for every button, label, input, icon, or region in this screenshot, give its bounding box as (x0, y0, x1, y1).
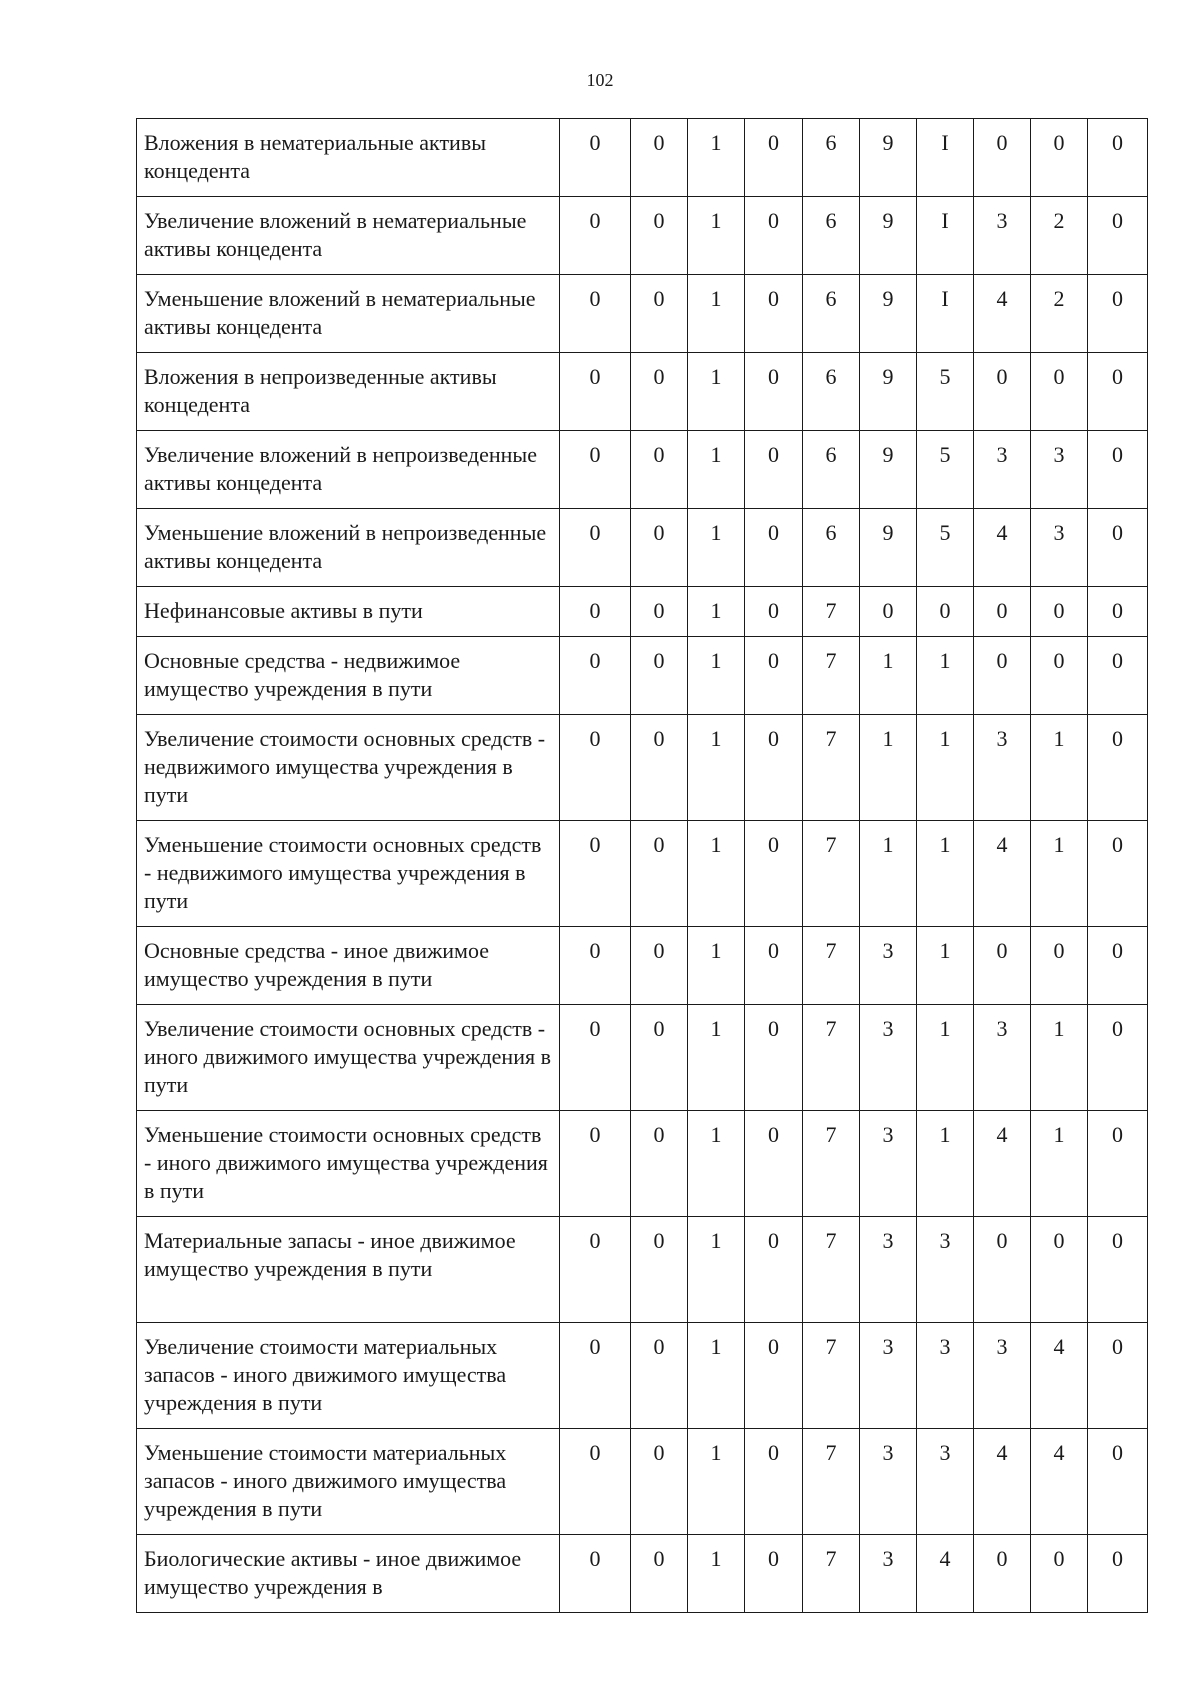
code-digit-cell: 0 (631, 927, 688, 1005)
code-digit-cell: 3 (1031, 509, 1088, 587)
code-digit-cell: 0 (745, 821, 803, 927)
code-digit-cell: 7 (803, 1323, 860, 1429)
code-digit-cell: 0 (745, 1005, 803, 1111)
code-digit-cell: 0 (1088, 431, 1148, 509)
code-digit-cell: 0 (1031, 927, 1088, 1005)
table-row (137, 431, 1148, 509)
table-row (137, 197, 1148, 275)
code-digit-cell: 0 (1031, 119, 1088, 197)
code-digit-cell: 0 (560, 927, 631, 1005)
code-digit-cell: 0 (631, 1429, 688, 1535)
account-name-cell: Основные средства - недвижимое имущество учреждения в пути (137, 637, 560, 715)
account-name-cell: Увеличение стоимости материальных запасов - иного движимого имущества учреждения в пути (137, 1323, 560, 1429)
code-digit-cell: 0 (745, 353, 803, 431)
code-digit-cell: 3 (860, 1005, 917, 1111)
code-digit-cell: 1 (860, 821, 917, 927)
code-digit-cell: 0 (974, 353, 1031, 431)
account-name-cell: Основные средства - иное движимое имущество учреждения в пути (137, 927, 560, 1005)
code-digit-cell: 0 (1088, 509, 1148, 587)
code-digit-cell: 0 (631, 353, 688, 431)
code-digit-cell: 0 (631, 1111, 688, 1217)
code-digit-cell: 0 (745, 715, 803, 821)
table-row (137, 1005, 1148, 1111)
account-name-cell: Нефинансовые активы в пути (137, 587, 560, 637)
account-name-cell: Уменьшение стоимости материальных запасов - иного движимого имущества учреждения в пути (137, 1429, 560, 1535)
table-row (137, 821, 1148, 927)
code-digit-cell: 0 (917, 587, 974, 637)
code-digit-cell: 0 (1088, 1111, 1148, 1217)
code-digit-cell: 9 (860, 275, 917, 353)
code-digit-cell: 1 (688, 119, 745, 197)
code-digit-cell: 7 (803, 587, 860, 637)
code-digit-cell: 0 (1088, 1323, 1148, 1429)
code-digit-cell: 0 (1031, 1535, 1088, 1613)
code-digit-cell: 1 (688, 1429, 745, 1535)
code-digit-cell: 0 (560, 715, 631, 821)
code-digit-cell: 1 (860, 637, 917, 715)
code-digit-cell: 0 (631, 509, 688, 587)
code-digit-cell: I (917, 119, 974, 197)
account-name-cell: Уменьшение стоимости основных средств - недвижимого имущества учреждения в пути (137, 821, 560, 927)
account-name-cell: Биологические активы - иное движимое имущество учреждения в (137, 1535, 560, 1613)
code-digit-cell: 0 (745, 1111, 803, 1217)
code-digit-cell: 7 (803, 637, 860, 715)
code-digit-cell: 0 (631, 119, 688, 197)
code-digit-cell: 1 (688, 821, 745, 927)
account-name-cell: Увеличение вложений в нематериальные активы концедента (137, 197, 560, 275)
code-digit-cell: 7 (803, 927, 860, 1005)
code-digit-cell: I (917, 197, 974, 275)
code-digit-cell: 3 (860, 1429, 917, 1535)
code-digit-cell: 0 (1031, 587, 1088, 637)
code-digit-cell: I (917, 275, 974, 353)
code-digit-cell: 0 (860, 587, 917, 637)
table-row (137, 353, 1148, 431)
code-digit-cell: 6 (803, 197, 860, 275)
code-digit-cell: 0 (745, 927, 803, 1005)
code-digit-cell: 1 (688, 431, 745, 509)
code-digit-cell: 1 (1031, 715, 1088, 821)
account-name-cell: Увеличение стоимости основных средств - недвижимого имущества учреждения в пути (137, 715, 560, 821)
code-digit-cell: 7 (803, 715, 860, 821)
table-row (137, 119, 1148, 197)
code-digit-cell: 0 (560, 509, 631, 587)
code-digit-cell: 0 (745, 431, 803, 509)
code-digit-cell: 0 (1031, 353, 1088, 431)
code-digit-cell: 0 (560, 1535, 631, 1613)
code-digit-cell: 0 (1088, 927, 1148, 1005)
code-digit-cell: 0 (1088, 1535, 1148, 1613)
code-digit-cell: 1 (917, 715, 974, 821)
code-digit-cell: 0 (631, 587, 688, 637)
code-digit-cell: 4 (917, 1535, 974, 1613)
code-digit-cell: 3 (860, 1217, 917, 1323)
code-digit-cell: 0 (1088, 821, 1148, 927)
code-digit-cell: 0 (1031, 1217, 1088, 1323)
code-digit-cell: 9 (860, 431, 917, 509)
code-digit-cell: 0 (560, 1217, 631, 1323)
code-digit-cell: 7 (803, 1217, 860, 1323)
code-digit-cell: 0 (1031, 637, 1088, 715)
code-digit-cell: 0 (560, 119, 631, 197)
code-digit-cell: 0 (745, 275, 803, 353)
code-digit-cell: 0 (560, 637, 631, 715)
code-digit-cell: 0 (1088, 637, 1148, 715)
account-name-cell: Уменьшение стоимости основных средств - иного движимого имущества учреждения в пути (137, 1111, 560, 1217)
table-row (137, 275, 1148, 353)
code-digit-cell: 0 (631, 431, 688, 509)
code-digit-cell: 0 (631, 715, 688, 821)
code-digit-cell: 0 (1088, 1005, 1148, 1111)
table-row (137, 1217, 1148, 1323)
code-digit-cell: 6 (803, 353, 860, 431)
table-row (137, 1111, 1148, 1217)
code-digit-cell: 7 (803, 821, 860, 927)
code-digit-cell: 6 (803, 275, 860, 353)
account-name-cell: Вложения в непроизведенные активы концедента (137, 353, 560, 431)
code-digit-cell: 3 (860, 927, 917, 1005)
code-digit-cell: 1 (917, 821, 974, 927)
table-row (137, 637, 1148, 715)
code-digit-cell: 1 (688, 1323, 745, 1429)
code-digit-cell: 0 (631, 275, 688, 353)
code-digit-cell: 0 (1088, 587, 1148, 637)
code-digit-cell: 4 (1031, 1323, 1088, 1429)
code-digit-cell: 1 (688, 1535, 745, 1613)
code-digit-cell: 0 (974, 1217, 1031, 1323)
code-digit-cell: 0 (631, 1217, 688, 1323)
code-digit-cell: 1 (688, 275, 745, 353)
code-digit-cell: 1 (688, 509, 745, 587)
code-digit-cell: 1 (1031, 1111, 1088, 1217)
code-digit-cell: 0 (1088, 1429, 1148, 1535)
table-row (137, 587, 1148, 637)
code-digit-cell: 3 (860, 1535, 917, 1613)
code-digit-cell: 7 (803, 1111, 860, 1217)
code-digit-cell: 1 (917, 1005, 974, 1111)
code-digit-cell: 9 (860, 509, 917, 587)
code-digit-cell: 1 (917, 637, 974, 715)
code-digit-cell: 6 (803, 119, 860, 197)
page-number: 102 (586, 70, 614, 90)
table-row (137, 509, 1148, 587)
code-digit-cell: 1 (917, 927, 974, 1005)
table-row (137, 715, 1148, 821)
code-digit-cell: 9 (860, 353, 917, 431)
code-digit-cell: 1 (917, 1111, 974, 1217)
code-digit-cell: 6 (803, 509, 860, 587)
code-digit-cell: 0 (560, 821, 631, 927)
code-digit-cell: 3 (974, 197, 1031, 275)
code-digit-cell: 1 (860, 715, 917, 821)
code-digit-cell: 0 (745, 1535, 803, 1613)
code-digit-cell: 4 (974, 275, 1031, 353)
code-digit-cell: 1 (688, 1111, 745, 1217)
code-digit-cell: 0 (1088, 119, 1148, 197)
code-digit-cell: 0 (560, 1429, 631, 1535)
code-digit-cell: 5 (917, 431, 974, 509)
code-digit-cell: 0 (745, 1429, 803, 1535)
code-digit-cell: 7 (803, 1535, 860, 1613)
code-digit-cell: 0 (631, 197, 688, 275)
code-digit-cell: 2 (1031, 197, 1088, 275)
account-name-cell: Увеличение стоимости основных средств - иного движимого имущества учреждения в пути (137, 1005, 560, 1111)
code-digit-cell: 3 (917, 1429, 974, 1535)
code-digit-cell: 2 (1031, 275, 1088, 353)
account-name-cell: Вложения в нематериальные активы концедента (137, 119, 560, 197)
code-digit-cell: 0 (631, 637, 688, 715)
code-digit-cell: 3 (974, 1323, 1031, 1429)
code-digit-cell: 0 (974, 119, 1031, 197)
code-digit-cell: 1 (688, 587, 745, 637)
code-digit-cell: 3 (1031, 431, 1088, 509)
code-digit-cell: 3 (974, 715, 1031, 821)
code-digit-cell: 0 (560, 587, 631, 637)
code-digit-cell: 0 (745, 587, 803, 637)
code-digit-cell: 1 (1031, 821, 1088, 927)
code-digit-cell: 1 (1031, 1005, 1088, 1111)
code-digit-cell: 1 (688, 715, 745, 821)
code-digit-cell: 0 (631, 1535, 688, 1613)
code-digit-cell: 3 (917, 1217, 974, 1323)
table-row (137, 1323, 1148, 1429)
code-digit-cell: 3 (860, 1111, 917, 1217)
code-digit-cell: 5 (917, 353, 974, 431)
code-digit-cell: 0 (631, 1323, 688, 1429)
table-row (137, 927, 1148, 1005)
code-digit-cell: 0 (745, 1217, 803, 1323)
code-digit-cell: 1 (688, 927, 745, 1005)
code-digit-cell: 1 (688, 197, 745, 275)
code-digit-cell: 0 (560, 1323, 631, 1429)
account-codes-table (136, 118, 1148, 1613)
code-digit-cell: 6 (803, 431, 860, 509)
code-digit-cell: 0 (560, 1111, 631, 1217)
code-digit-cell: 7 (803, 1429, 860, 1535)
code-digit-cell: 0 (1088, 275, 1148, 353)
code-digit-cell: 0 (1088, 353, 1148, 431)
code-digit-cell: 0 (560, 275, 631, 353)
code-digit-cell: 0 (974, 927, 1031, 1005)
account-name-cell: Уменьшение вложений в непроизведенные активы концедента (137, 509, 560, 587)
code-digit-cell: 0 (1088, 715, 1148, 821)
code-digit-cell: 0 (560, 197, 631, 275)
code-digit-cell: 1 (688, 1005, 745, 1111)
code-digit-cell: 7 (803, 1005, 860, 1111)
code-digit-cell: 0 (631, 821, 688, 927)
code-digit-cell: 4 (974, 821, 1031, 927)
table-row (137, 1429, 1148, 1535)
code-digit-cell: 1 (688, 637, 745, 715)
code-digit-cell: 0 (745, 637, 803, 715)
code-digit-cell: 3 (974, 1005, 1031, 1111)
code-digit-cell: 1 (688, 1217, 745, 1323)
code-digit-cell: 0 (745, 197, 803, 275)
table-row (137, 1535, 1148, 1613)
account-name-cell: Уменьшение вложений в нематериальные активы концедента (137, 275, 560, 353)
code-digit-cell: 9 (860, 119, 917, 197)
code-digit-cell: 4 (974, 509, 1031, 587)
code-digit-cell: 3 (917, 1323, 974, 1429)
code-digit-cell: 0 (560, 353, 631, 431)
code-digit-cell: 0 (560, 1005, 631, 1111)
code-digit-cell: 1 (688, 353, 745, 431)
code-digit-cell: 0 (745, 119, 803, 197)
account-name-cell: Увеличение вложений в непроизведенные активы концедента (137, 431, 560, 509)
code-digit-cell: 3 (974, 431, 1031, 509)
code-digit-cell: 0 (745, 509, 803, 587)
code-digit-cell: 4 (974, 1111, 1031, 1217)
code-digit-cell: 4 (1031, 1429, 1088, 1535)
code-digit-cell: 0 (974, 587, 1031, 637)
code-digit-cell: 0 (1088, 1217, 1148, 1323)
code-digit-cell: 0 (745, 1323, 803, 1429)
code-digit-cell: 0 (560, 431, 631, 509)
code-digit-cell: 5 (917, 509, 974, 587)
code-digit-cell: 0 (631, 1005, 688, 1111)
code-digit-cell: 0 (1088, 197, 1148, 275)
code-digit-cell: 9 (860, 197, 917, 275)
code-digit-cell: 4 (974, 1429, 1031, 1535)
code-digit-cell: 0 (974, 1535, 1031, 1613)
account-name-cell: Материальные запасы - иное движимое имущество учреждения в пути (137, 1217, 560, 1323)
code-digit-cell: 3 (860, 1323, 917, 1429)
code-digit-cell: 0 (974, 637, 1031, 715)
